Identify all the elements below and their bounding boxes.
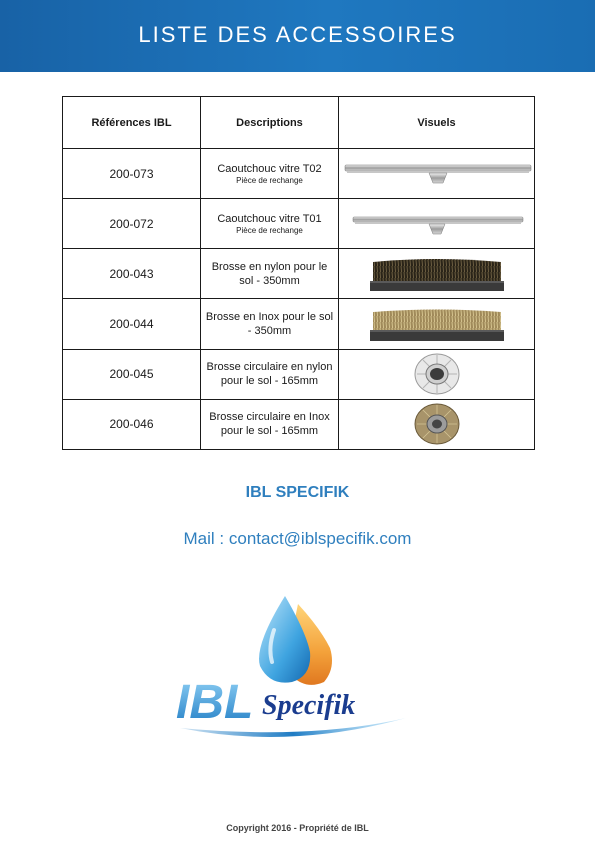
mail-link[interactable]: contact@iblspecifik.com [228, 529, 412, 548]
table-row [63, 299, 535, 349]
reference-cell: 200-073 [63, 149, 201, 199]
description-text: Caoutchouc vitre T01 [217, 212, 322, 225]
reference-cell: 200-072 [63, 199, 201, 249]
description-cell [201, 349, 339, 399]
inox-floor-brush-image [367, 304, 507, 344]
reference-cell: 200-043 [63, 249, 201, 299]
description-cell [201, 249, 339, 299]
ibl-specifik-logo [170, 590, 420, 755]
description-subtext: Pièce de rechange [236, 175, 303, 185]
logo-specifik-text: Specifik [262, 690, 356, 721]
nylon-circular-brush-image [412, 352, 462, 396]
description-text: Brosse en nylon pour le sol - 350mm [211, 260, 328, 287]
mail-label: Mail : [183, 529, 229, 548]
description-cell [201, 199, 339, 249]
description-cell [201, 149, 339, 199]
page-title: LISTE DES ACCESSOIRES [138, 22, 457, 47]
reference-cell: 200-046 [63, 399, 201, 449]
visual-cell [339, 199, 535, 249]
description-cell [201, 399, 339, 449]
reference-cell: 200-044 [63, 299, 201, 349]
column-header-descriptions: Descriptions [201, 97, 339, 149]
inox-circular-brush-image [412, 402, 462, 446]
visual-cell [339, 349, 535, 399]
visual-cell [339, 249, 535, 299]
copyright-footer: Copyright 2016 - Propriété de IBL [226, 823, 369, 833]
squeegee-blade-image [343, 157, 533, 191]
page-header [0, 0, 595, 72]
description-text: Brosse circulaire en nylon pour le sol - 165mm [206, 361, 333, 388]
table-row [63, 399, 535, 449]
contact-mail [0, 529, 595, 549]
visual-cell [339, 399, 535, 449]
description-text: Caoutchouc vitre T02 [217, 162, 322, 175]
accessories-table [62, 96, 535, 450]
nylon-floor-brush-image [367, 254, 507, 294]
column-header-references: Références IBL [63, 97, 201, 149]
table-row [63, 349, 535, 399]
description-cell [201, 299, 339, 349]
table-header-row [63, 97, 535, 149]
squeegee-blade-image [343, 207, 533, 241]
logo-ibl-text: IBL [176, 676, 254, 729]
company-name: IBL SPECIFIK [245, 484, 350, 501]
column-header-visuals: Visuels [339, 97, 535, 149]
reference-cell: 200-045 [63, 349, 201, 399]
visual-cell [339, 299, 535, 349]
table-row [63, 199, 535, 249]
description-text: Brosse circulaire en Inox pour le sol - 165mm [209, 411, 330, 438]
description-subtext: Pièce de rechange [236, 225, 303, 235]
visual-cell [339, 149, 535, 199]
table-row [63, 149, 535, 199]
table-row [63, 249, 535, 299]
description-text: Brosse en Inox pour le sol - 350mm [205, 311, 334, 338]
